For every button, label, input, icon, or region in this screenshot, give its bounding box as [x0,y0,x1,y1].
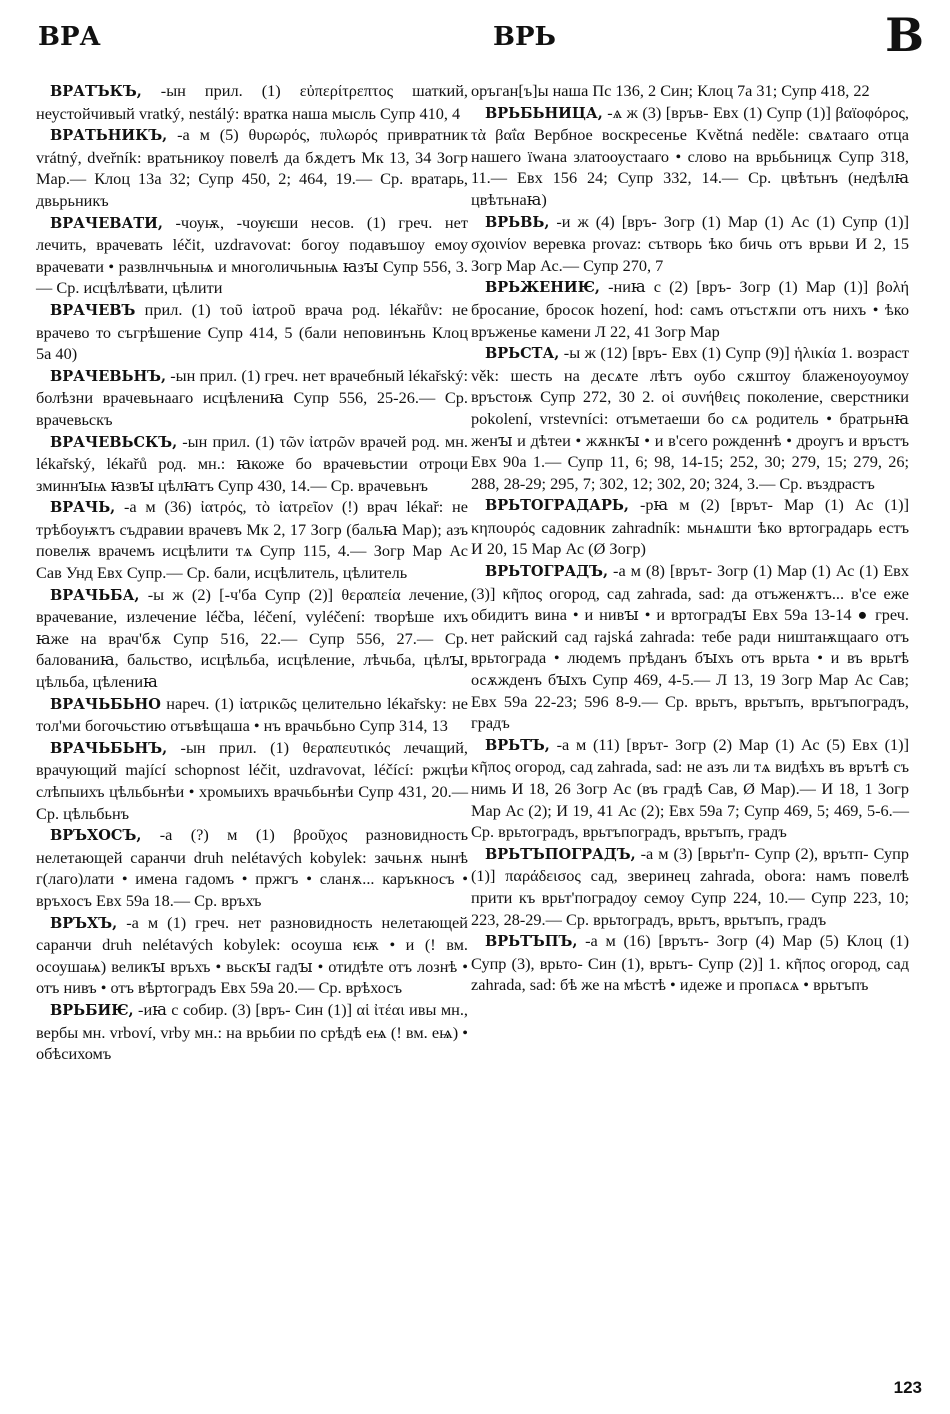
dictionary-entry [36,912,468,999]
entry-body: -ѧ ж (3) [връв- Евх (1) Супр (1)] βαϊοφόρος, τὰ βαΐα Вербное воскресенье Květná neděle: свѧтааго отца нашего їwана златооустааго • слово на врьбьницѫ Супр 318, 11.— Евх 156 24; Супр 332, 14.— Ср. цвѣтьнъ (недѣлꙗ цвѣтьнаꙗ) [471,102,909,209]
entry-body: -рꙗ м (2) [врът- Мар (1) Ас (1)] κηπουρός садовник zahradník: мьнѧшти ѣко вртоградарь естъ И 20, 15 Мар Ас (Ø Зогр) [471,495,909,559]
dictionary-entry [36,737,468,824]
entry-body: -а м (36) ἰατρός, τὸ ἰατρεῖον (!) врач lékař: не трѣбоуѭтъ съдравии врачевъ Мк 2, 17 Зогр (бальꙗ Мар); азъ повелѭ врачемъ исцѣлити тѧ Супр 115, 4.— Зогр Мар Ас Сав Унд Евх Супр.— Ср. бали, исцѣлитель, цѣлитель [36,497,468,583]
headword: ВРАЧЬБЬНО [50,695,161,713]
dictionary-entry [471,342,909,494]
entry-body: -а м (16) [врътъ- Зогр (4) Мар (5) Клоц (1) Супр (3), врьто- Син (1), врьтъ- Супр (2)] 1. κῆπος огород, сад zahrada, sad: бѣ же на мѣстѣ • идеже и пропѧсѧ • врьтъпъ [471,931,909,995]
headword: ВРАТЪКЪ, [50,83,142,100]
entry-body: -а м (5) θυρωρός, πυλωρός привратник vrátný, dveřník: вратьникоу повелѣ да бѫдетъ Мк 13, 34 Зогр Мар.— Клоц 13а 32; Супр 450, 2; 464, 19.— Ср. вратарь, двьрьникъ [36,125,468,210]
entry-body: -ын прил. (1) греч. нет врачебный lékařský: болѣзни врачевьнааго исцѣлениꙗ Супр 556, 25-26.— Ср. врачевьскъ [36,365,468,429]
headword: ВРАЧЬ, [50,499,116,517]
dictionary-entry [36,124,468,211]
dictionary-entry [36,584,468,693]
entry-body: -а м (8) [врът- Зогр (1) Мар (1) Ас (1) Евх (3)] κῆπος огород, сад zahrada, sad: да отъженѫтъ... в'се еже обидитъ вина • и нивꙑ • и вртоградꙑ Евх 59а 13-14 ● греч. нет райский сад rajská zahrada: тебе ради ништаѭщааго отъ врьтограда • людемъ прѣданъ бꙑхъ отъ врьта • и въ врьтѣ осѫжденъ бꙑхъ Супр 469, 4-5.— Л 13, 19 Зогр Мар Ас Сав; Евх 59а 22-23; 596 8-9.— Ср. врьтъ, врьтъпъ, врьтъпоградъ, градъ [471,561,909,733]
dictionary-entry [36,212,468,299]
headword: ВРАТЬНИКЪ, [50,127,168,145]
dictionary-entry [471,80,909,102]
entry-body: -а м (3) [врьт'п- Супр (2), врътп- Супр (1)] παράδεισος сад, зверинец zahrada, obora: намъ повелѣ прити къ врьт'поградоу семоу Супр 224, 10.— Супр 223, 10; 223, 28-29.— Ср. врьтоградъ, врьтъ, врьтъпъ, градъ [471,843,909,929]
dictionary-entry [36,365,468,431]
headword: ВРЬТОГРАДЪ, [485,563,609,581]
entry-body: прил. (1) τοῦ ἰατροῦ врача род. lékařův: не врачево то съгрѣшение Супр 414, 5 (бали неповинънь Клоц 5а 40) [36,299,468,364]
dictionary-entry [471,560,909,734]
running-head-center: ВРЬ [493,22,556,52]
left-column [36,80,468,1065]
dictionary-entry [36,80,468,124]
headword: ВРАЧЕВЬНЪ, [50,367,167,385]
headword: ВРАЧЬБА, [50,586,140,604]
section-letter: В [885,8,924,62]
dictionary-entry [36,999,468,1065]
headword: ВРАЧЕВЪ [50,301,136,319]
right-column [471,80,909,996]
entry-body: -ы ж (12) [връ- Евх (1) Супр (9)] ἡλικία 1. возраст věk: шесть на десѧте лѣтъ оубо сѫштоу блаженоуоумоу връстоѭ Супр 272, 30 2. οἱ συνήθεις поколение, сверстники pokolení, vrstevníci: отъметаеши бо сѧ родитель • братрьнꙗ женꙑ и дѣтеи • жѫнкꙑ • и в'сего рожденнѣ • дроугъ и връстъ Евх 90а 1.— Супр 11, 6; 98, 14-15; 252, 30; 279, 15; 279, 26; 288, 28-29; 295, 7; 302, 12; 302, 20; 324, 3.— Ср. въздрастъ [471,343,909,493]
dictionary-entry [36,299,468,365]
entry-body: -ын прил. (1) εὐπερίτρεπτος шаткий, неустойчивый vratký, nestálý: вратка наша мысль Супр 410, 4 [36,81,468,123]
headword: ВРЪХЪ, [50,914,118,932]
headword: ВРАЧЬБЬНЪ, [50,739,168,757]
dictionary-entry [36,496,468,583]
headword: ВРАЧЕВАТИ, [50,214,163,232]
dictionary-entry [471,211,909,277]
headword: ВРЬЖЕНИѤ, [485,279,600,297]
headword: ВРЬВЬ, [485,213,550,231]
dictionary-entry [471,494,909,560]
dictionary-entry [36,431,468,497]
dictionary-entry [471,930,909,996]
dictionary-entry [471,276,909,342]
entry-body: -и ж (4) [връ- Зогр (1) Мар (1) Ас (1) Супр (1)] σχοινίον веревка provaz: сътворь ѣко бичь отъ врьви И 2, 15 Зогр Мар Ас.— Супр 270, 7 [471,211,909,275]
entry-body: -а м (1) греч. нет разновидность нелетающей саранчи druh nelétavých kobylek: осоуша ѥѭ • и (! вм. осоушаѩ) великꙑ връхъ • вьскꙑ гадꙑ • отидѣте отъ лознѣ • отъ нивъ • отъ вѣртоградъ Евх 59а 20.— Ср. врѣхосъ [36,912,468,998]
headword: ВРЬБЬНИЦА, [485,104,603,122]
page-number: 123 [893,1378,922,1397]
headword: ВРЬБИѤ, [50,1001,134,1019]
entry-body: оръган[ъ]ы наша Пс 136, 2 Син; Клоц 7а 31; Супр 418, 22 [471,81,870,100]
headword: ВРАЧЕВЬСКЪ, [50,433,178,451]
entry-body: -чоуѭ, -чоуѥши несов. (1) греч. нет лечить, врачевать léčit, uzdravovat: богоу подавъшоу емоу врачевати • развлнчьныѩ и многоличьныѩ ꙗзꙑ Супр 556, 3.— Ср. исцѣлѣвати, цѣлити [36,212,468,298]
entry-body: -ын прил. (1) τῶν ἰατρῶν врачей род. мн. lékařský, lékařů род. мн.: ꙗкоже бо врачевьстии отроци зминнꙑѩ ꙗзвꙑ цѣлꙗтъ Супр 430, 14.— Ср. врачевьнъ [36,431,468,495]
headword: ВРЬТОГРАДАРЬ, [485,497,629,515]
dictionary-entry [471,843,909,930]
running-head-left: ВРА [38,22,101,52]
dictionary-entry [471,734,909,843]
entry-body: -ын прил. (1) θεραπευτικός лечащий, врачующий mající schopnost léčit, uzdravovat, léčící: ржцѣи слѣпыихъ цѣльбьнѣи • хромыихъ врачьбьнѣи Супр 431, 20.— Ср. цѣльбьнъ [36,737,468,823]
headword: ВРЪХОСЪ, [50,827,142,845]
entry-body: -а (?) м (1) βροῦχος разновидность нелетающей саранчи druh nelétavých kobylek: зачьнѫ нынѣ г(лаго)лати • имена гадомъ • пржгъ • сланѫ... каръкносъ • връхосъ Евх 59а 18.— Ср. връхъ [36,825,468,910]
dictionary-entry [471,102,909,211]
dictionary-entry [36,824,468,911]
entry-body: нареч. (1) ἰατρικῶς целительно lékařsky: не тол'ми богочьстию отъвѣщаша • нъ врачьбьно Супр 314, 13 [36,693,468,736]
headword: ВРЬТЪПОГРАДЪ, [485,845,636,863]
entry-body: -а м (11) [врът- Зогр (2) Мар (1) Ас (5) Евх (1)] κῆπος огород, сад zahrada, sad: не азъ ли тѧ видѣхъ въ врътѣ съ нимь И 18, 26 Зогр Ас (въ градѣ Сав, Ø Мар).— И 18, 1 Зогр Мар Ас (2); И 19, 41 Ас (2); Евх 59а 7; Супр 469, 5; 469, 5-6.— Ср. врьтоградъ, врьтъпоградъ, врьтъпъ, градъ [471,734,909,842]
entry-body: -ниꙗ с (2) [връ- Зогр (1) Мар (1)] βολή бросание, бросок hození, hod: самъ отъстѫпи отъ нихъ • ѣко връженье камени Л 22, 41 Зогр Мар [471,277,909,341]
headword: ВРЬТЪПЪ, [485,933,578,951]
dictionary-entry [36,693,468,737]
headword: ВРЬСТА, [485,345,560,363]
entry-body: -иꙗ с собир. (3) [връ- Син (1)] αἱ ἰτέαι ивы мн., вербы мн. vrboví, vrby мн.: на врьбии по срѣдѣ еѩ (! вм. еѩ) • обѣсихомъ [36,999,468,1064]
entry-body: -ы ж (2) [-ч'ба Супр (2)] θεραπεία лечение, врачевание, излечение léčba, léčení, vyléčení: творѣше ихъ ꙗже на врач'бѫ Супр 516, 22.— Супр 556, 27.— Ср. балованиꙗ, бальство, исцѣльба, исцѣление, лѣчьба, цѣлꙑ, цѣльба, цѣлениꙗ [36,584,468,692]
headword: ВРЬТЪ, [485,736,550,754]
